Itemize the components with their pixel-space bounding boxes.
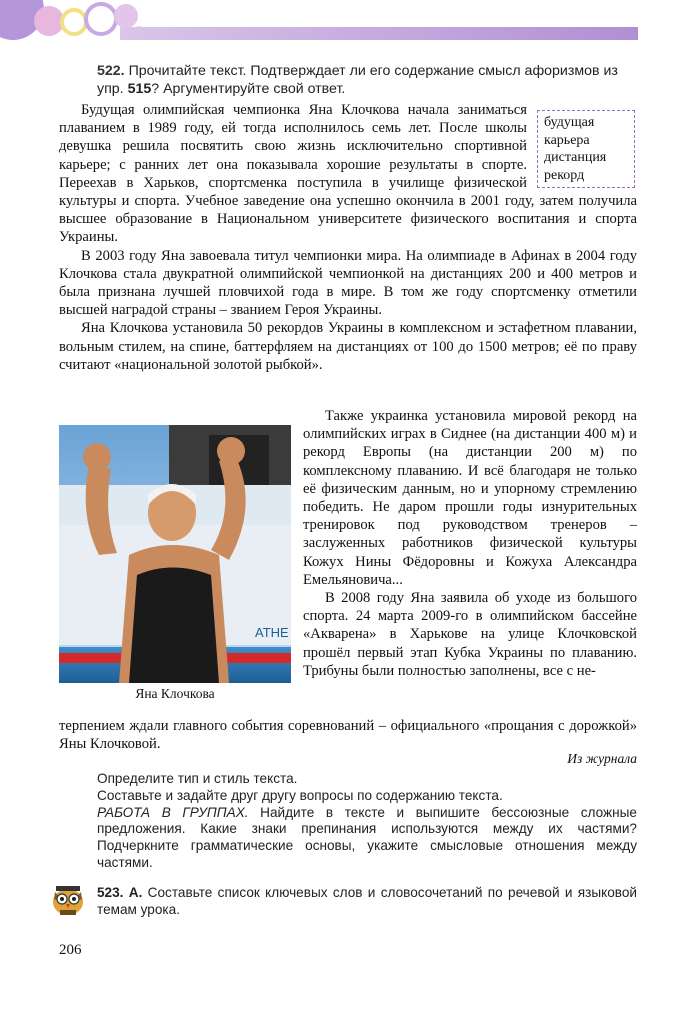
task-3-text: Найдите в тексте и выпишите бессоюзные сложные предложения. Какие знаки препинания используются между их частями? Подчеркните грамматические основы, укажите смысловые отношения между частями. [97,804,637,870]
article-source: Из журнала [567,751,637,766]
article-paragraph-2: В 2003 году Яна завоевала титул чемпионки мира. На олимпиаде в Афинах в 2004 году Клочкова стала двукратной олимпийской чемпионкой на дистанциях 200 и 400 метров и была признана лучшей пловчихой года в мире. В том же году спортсменку отметили высшей наградой страны – званием Героя Украины. [59,247,637,319]
task-2: Составьте и задайте друг другу вопросы по содержанию текста. [97,787,503,803]
athlete-photo-illustration [59,425,291,683]
exercise-523-instruction [97,884,637,918]
keyword-item: будущая [544,115,595,130]
exercise-number: 522. [97,63,125,79]
exercise-text-after: ? Аргументируйте свой ответ. [151,81,346,97]
keywords-float-spacer [527,101,637,191]
keyword-item: дистанция [544,150,607,166]
exercise-text-before: Прочитайте текст. Подтверждает ли его содержание смысл афоризмов из упр. [97,63,618,97]
deco-circle-small [114,4,138,28]
article-text [59,101,637,374]
photo-caption: Яна Клочкова [135,686,215,701]
photo-banner-text: ATHE [255,625,289,640]
exercise-tasks [97,771,637,872]
keyword-item: рекорд [544,167,585,183]
exercise-reference: 515 [127,81,152,97]
article-right-column [303,407,637,680]
article-paragraph-4: Также украинка установила мировой рекорд на олимпийских играх в Сиднее (на дистанции 400 м) и рекорд Европы (на дистанции 200 м) по комплексному плаванию. И всё благодаря не только её физическим данным, но и упорному стремлению победить. Не даром прошли годы изнурительных тренировок под руководством тренеров – заслуженных работников физической культуры Кожух Нины Фёдоровны и Кожуха Александра Емельяновича... [303,408,637,588]
task-3 [97,805,637,872]
task-1: Определите тип и стиль текста. [97,771,298,786]
deco-circle-ring-purple [84,2,118,36]
article-paragraph-3: Яна Клочкова установила 50 рекордов Украины в комплексном и эстафетном плавании, вольным стилем, на спине, баттерфляем на дистанциях от 100 до 1500 метров; её по праву считают «национальной золотой рыбкой». [59,320,637,373]
article-paragraph-1-text: Будущая олимпийская чемпионка Яна Клочкова начала заниматься плаванием в 1989 году, ей тогда исполнилось семь лет. После школы девушка решила посвятить свою жизнь исключительно спортивной карьере; с ранних лет она показывала хорошие результаты в спорте. Переехав в Харьков, спортсменка поступила в училище физической культуры и спорта. Учебное заведение она успешно окончила в 2001 году, затем получила высшее образование в Национальном университете физического воспитания и спорта Украины. [59,102,637,246]
article-paragraph-5: В 2008 году Яна заявила об уходе из большого спорта. 24 марта 2009-го в олимпийском бассейне «Акварена» в Харькове на улице Клочковской прошёл первый этап Кубка Украины по плаванию. Трибуны были полностью заполнены, все с не- [303,590,637,679]
exercise-522-instruction [97,62,637,98]
exercise-523-number: 523. А. [97,885,143,900]
keyword-item: карьера [544,132,590,148]
header-bar [120,27,638,40]
article-paragraph-5-tail: терпением ждали главного события соревнований – официального «прощания с дорожкой» Яны Клочковой. [59,718,637,753]
owl-icon [50,882,86,916]
task-3-label: РАБОТА В ГРУППАХ. [97,804,249,820]
header-decoration [0,0,690,60]
page-number: 206 [59,942,82,958]
athlete-photo [59,425,291,683]
article-paragraph-1 [59,101,637,247]
exercise-523-text: Составьте список ключевых слов и словосочетаний по речевой и языковой темам урока. [97,885,638,917]
